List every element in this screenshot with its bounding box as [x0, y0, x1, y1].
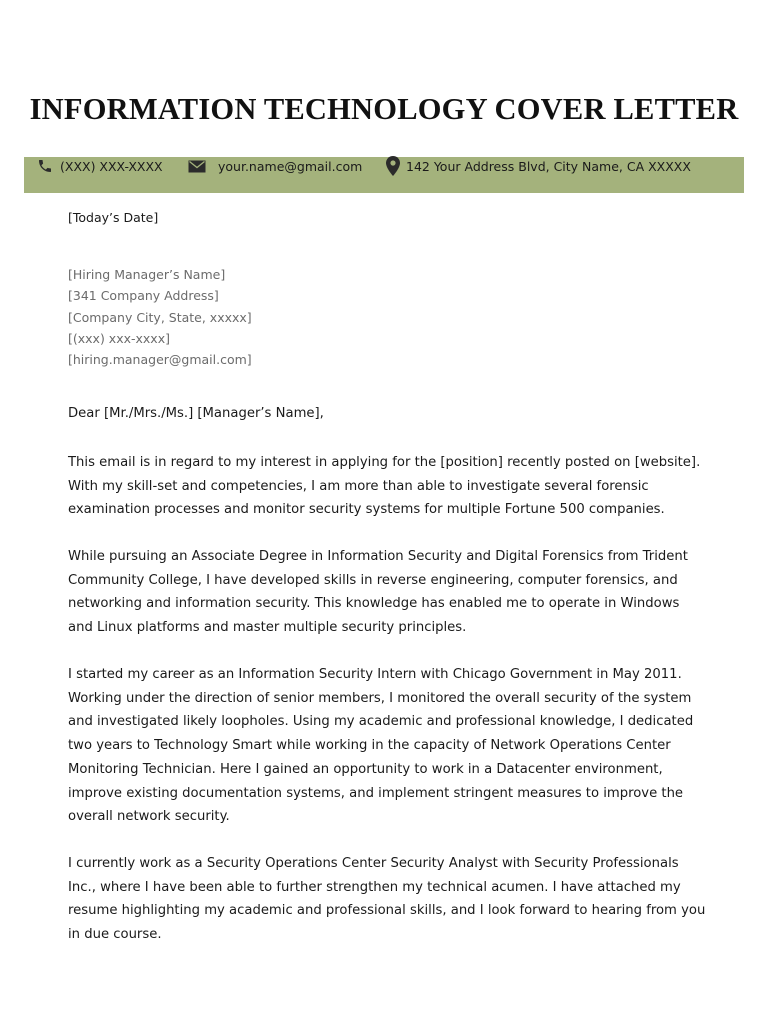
- recipient-name: [Hiring Manager’s Name]: [68, 267, 226, 282]
- recipient-phone: [(xxx) xxx-xxxx]: [68, 330, 170, 346]
- body-paragraph: While pursuing an Associate Degree in Information Security and Digital Forensics from Trident Community College, I have developed skills in reverse engineering, computer forensics, and networking and information security. This knowledge has enabled me to operate in Windows and Linux platforms and master multiple security principles.: [68, 549, 688, 636]
- letter-date: [Today’s Date]: [68, 210, 159, 225]
- body-paragraph: I started my career as an Information Security Intern with Chicago Government in May 2011. Working under the direction of senior members, I monitored the overall security of the system and investigated likely loopholes. Using my academic and professional knowledge, I dedicated two years to Technology Smart while working in the capacity of Network Operations Center Monitoring Technician. Here I gained an opportunity to work in a Datacenter environment, improve existing documentation systems, and implement stringent measures to improve the overall network security.: [68, 667, 694, 825]
- contact-phone: [37, 157, 163, 175]
- recipient-city-state: [Company City, State, xxxxx]: [68, 309, 252, 325]
- contact-bar: [24, 157, 744, 193]
- contact-email: [188, 157, 362, 175]
- envelope-icon: [188, 160, 206, 173]
- page-title: INFORMATION TECHNOLOGY COVER LETTER: [29, 92, 739, 126]
- phone-icon: [37, 158, 53, 174]
- recipient-block: [68, 264, 708, 370]
- recipient-email: [hiring.manager@gmail.com]: [68, 352, 252, 368]
- email-text: your.name@gmail.com: [218, 158, 363, 174]
- location-pin-icon: [386, 156, 400, 176]
- body-paragraph: This email is in regard to my interest in applying for the [position] recently posted on [website]. With my skill-set and competencies, I am more than able to investigate several forensic examination processes and monitor security systems for multiple Fortune 500 companies.: [68, 455, 701, 518]
- phone-text: (XXX) XXX-XXXX: [60, 158, 163, 174]
- address-text: 142 Your Address Blvd, City Name, CA XXXXX: [406, 158, 691, 174]
- contact-address: [386, 157, 691, 175]
- salutation: Dear [Mr./Mrs./Ms.] [Manager’s Name],: [68, 406, 324, 421]
- recipient-address: [341 Company Address]: [68, 288, 219, 304]
- body-paragraph: I currently work as a Security Operations Center Security Analyst with Security Professionals Inc., where I have been able to further strengthen my technical acumen. I have attached my resume highlighting my academic and professional skills, and I look forward to hearing from you in due course.: [68, 856, 706, 943]
